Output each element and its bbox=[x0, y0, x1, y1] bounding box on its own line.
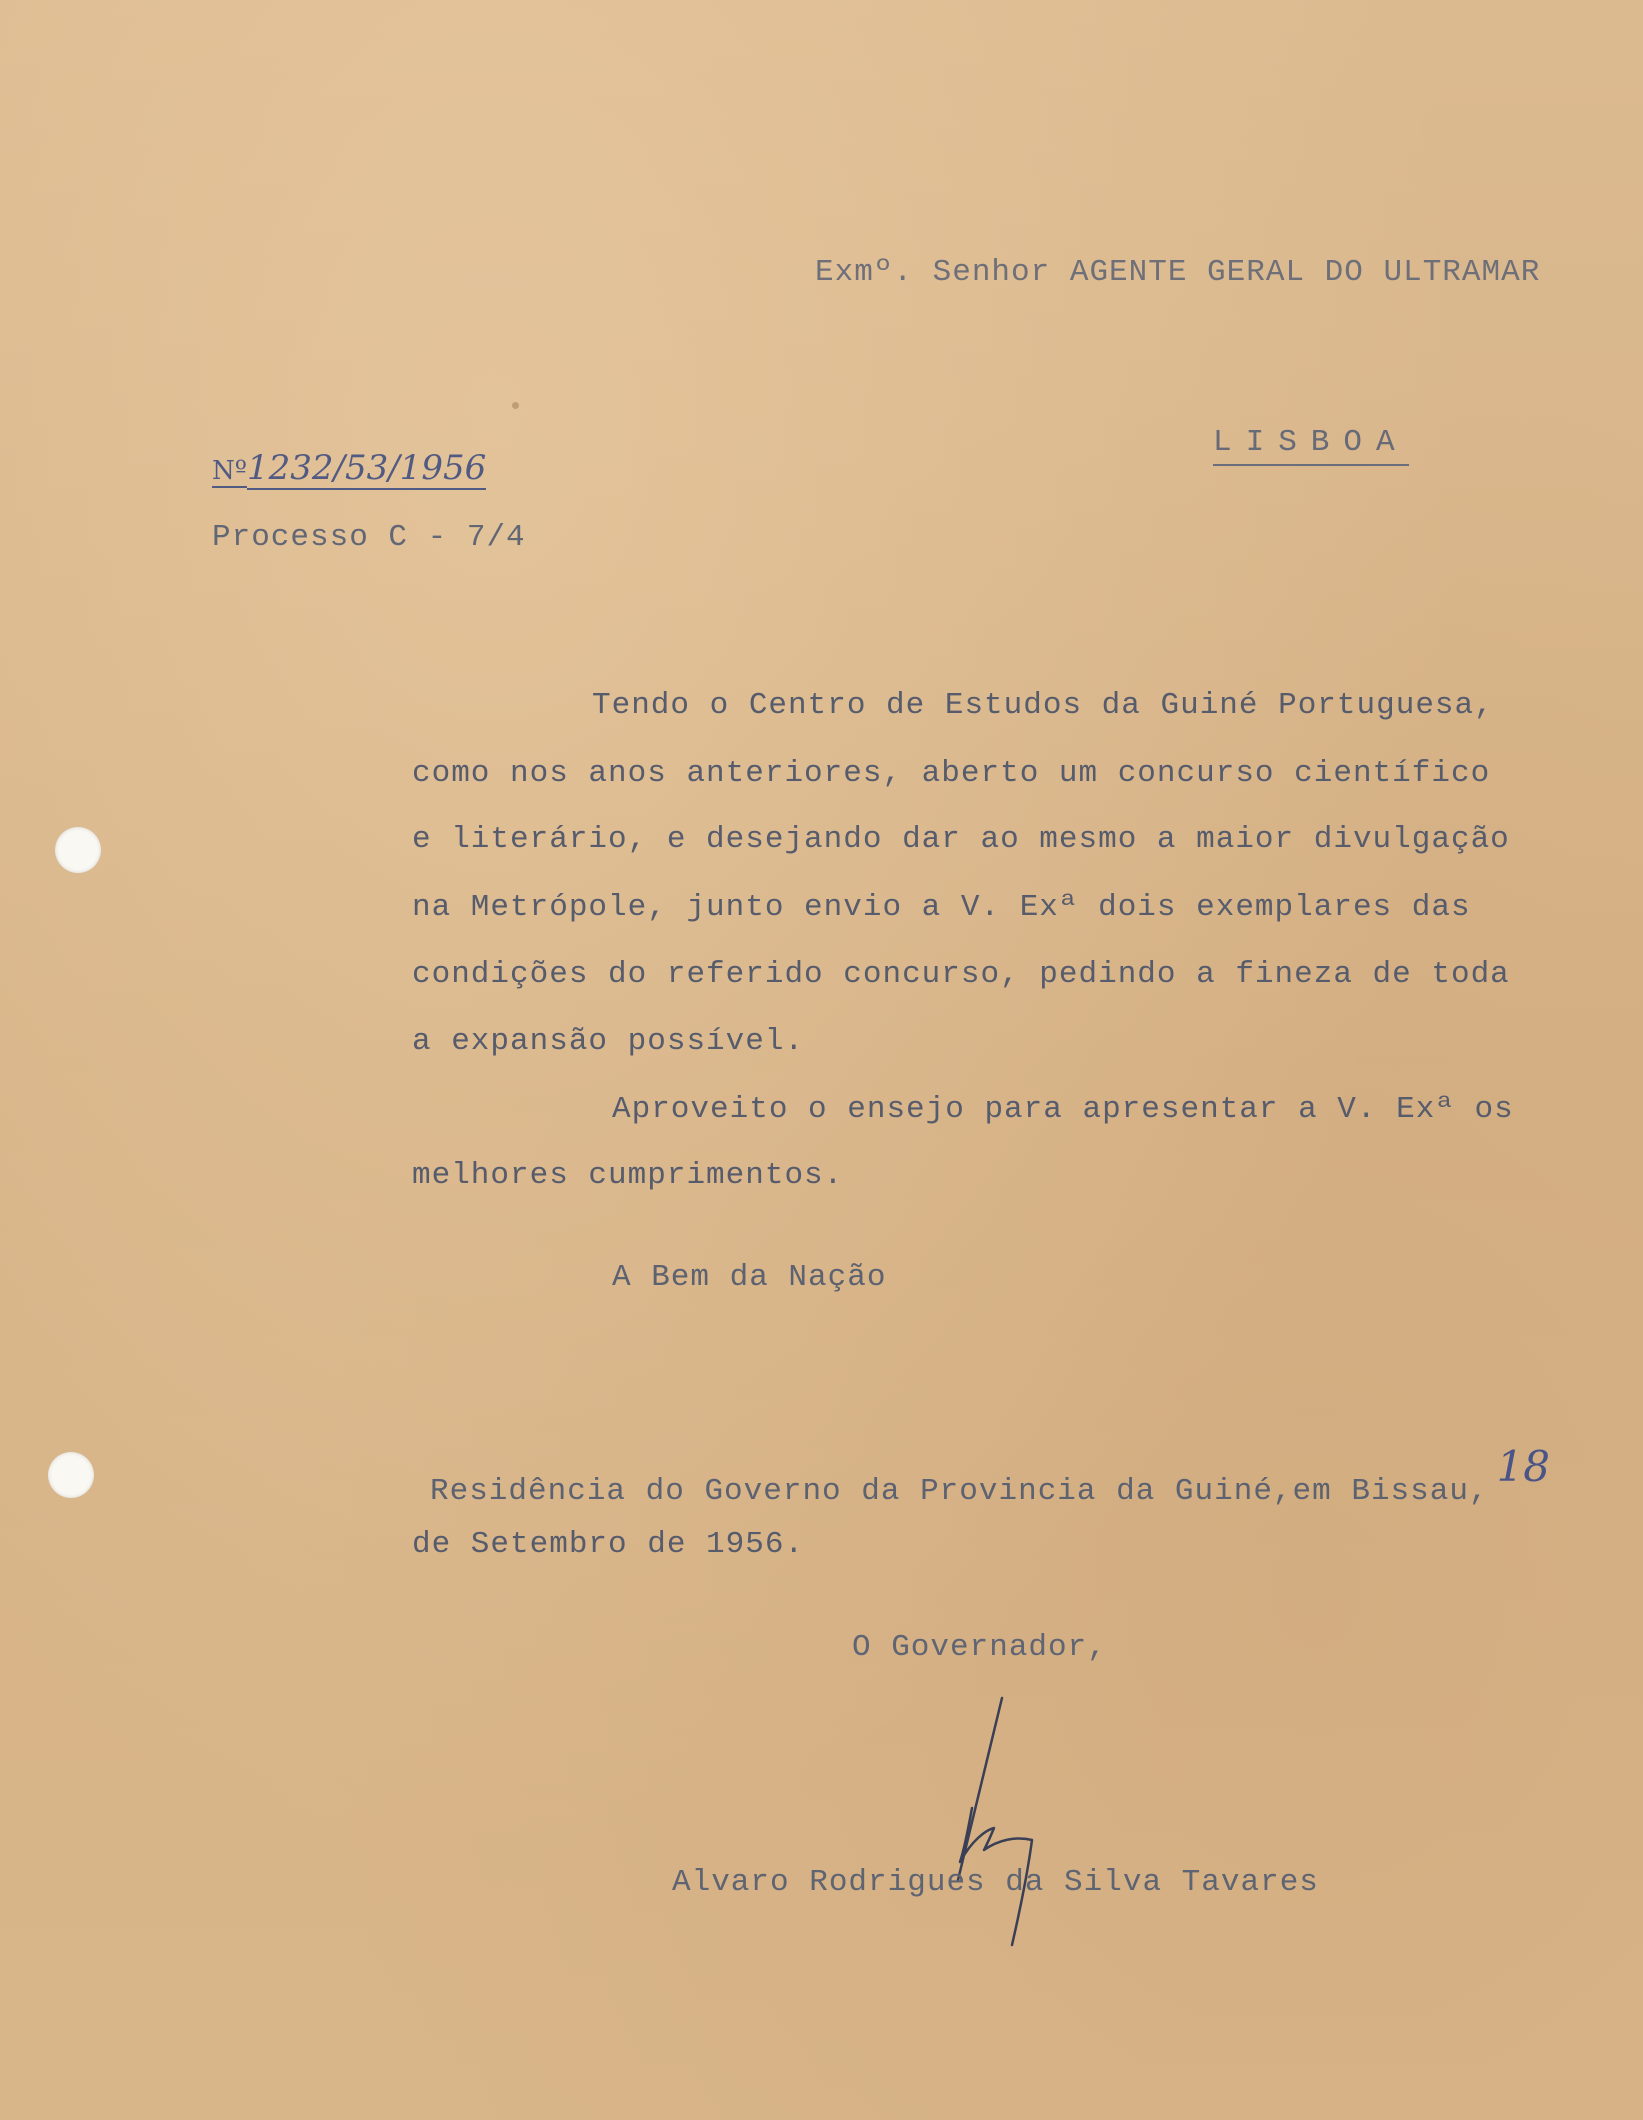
body-line: e literário, e desejando dar ao mesmo a maior divulgação bbox=[412, 822, 1510, 857]
destination-city: LISBOA bbox=[1213, 425, 1409, 466]
signer-name: Alvaro Rodrigues da Silva Tavares bbox=[672, 1865, 1319, 1900]
body-line: na Metrópole, junto envio a V. Exª dois exemplares das bbox=[412, 890, 1471, 925]
punch-hole bbox=[48, 1452, 94, 1498]
body-line: condições do referido concurso, pedindo a fineza de toda bbox=[412, 957, 1510, 992]
body-line: como nos anos anteriores, aberto um concurso científico bbox=[412, 756, 1491, 791]
body-line: Aproveito o ensejo para apresentar a V. Exª os bbox=[612, 1092, 1514, 1127]
signer-title: O Governador, bbox=[852, 1630, 1107, 1665]
reference-number-handwritten: 1232/53/1956 bbox=[246, 448, 487, 488]
processo-reference: Processo C - 7/4 bbox=[212, 520, 526, 555]
paper-stain bbox=[512, 402, 519, 409]
body-line: Tendo o Centro de Estudos da Guiné Portuguesa, bbox=[592, 688, 1494, 723]
reference-number bbox=[212, 448, 486, 488]
signature-mark bbox=[920, 1690, 1120, 1950]
salutation: A Bem da Nação bbox=[612, 1260, 887, 1295]
place-line bbox=[430, 1442, 1551, 1509]
punch-hole bbox=[55, 827, 101, 873]
date-line: de Setembro de 1956. bbox=[412, 1527, 805, 1562]
addressee-line: Exmº. Senhor AGENTE GERAL DO ULTRAMAR bbox=[815, 255, 1541, 290]
place-text: Residência do Governo da Provincia da Guiné,em Bissau, bbox=[430, 1474, 1489, 1509]
body-line: melhores cumprimentos. bbox=[412, 1158, 844, 1193]
reference-number-label: Nº bbox=[212, 456, 247, 486]
handwritten-day: 18 bbox=[1496, 1442, 1551, 1491]
body-line: a expansão possível. bbox=[412, 1024, 805, 1059]
